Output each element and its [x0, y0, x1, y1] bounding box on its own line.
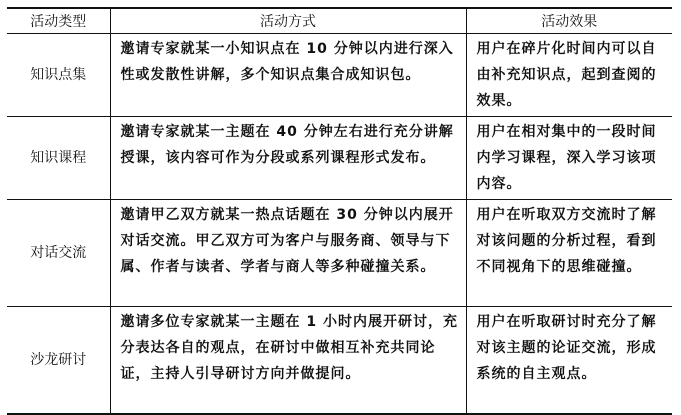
activity-mode-cell: 邀请专家就某一主题在 40 分钟左右进行充分讲解授课，该内容可作为分段或系列课程形式发布。: [110, 117, 466, 200]
activity-table: [7, 7, 672, 415]
table-row: [7, 34, 672, 117]
activity-type-cell: 知识课程: [7, 117, 110, 200]
activity-effect-cell: 用户在听取研讨时充分了解对该主题的论证交流，形成系统的自主观点。: [466, 307, 672, 414]
activity-effect-cell: 用户在相对集中的一段时间内学习课程，深入学习该项内容。: [466, 117, 672, 200]
activity-mode-cell: 邀请甲乙双方就某一热点话题在 30 分钟以内展开对话交流。甲乙双方可为客户与服务商、领导与下属、作者与读者、学者与商人等多种碰撞关系。: [110, 200, 466, 307]
activity-type-cell: 对话交流: [7, 200, 110, 307]
table-row: [7, 200, 672, 307]
header-activity-effect: 活动效果: [466, 8, 672, 34]
table-row: [7, 307, 672, 414]
activity-mode-cell: 邀请专家就某一小知识点在 10 分钟以内进行深入性或发散性讲解，多个知识点集合成知识包。: [110, 34, 466, 117]
activity-type-cell: 沙龙研讨: [7, 307, 110, 414]
table-header-row: [7, 8, 672, 34]
activity-table-container: [7, 7, 672, 415]
activity-type-cell: 知识点集: [7, 34, 110, 117]
header-activity-type: 活动类型: [7, 8, 110, 34]
activity-mode-cell: 邀请多位专家就某一主题在 1 小时内展开研讨，充分表达各自的观点，在研讨中做相互补充共同论证，主持人引导研讨方向并做提问。: [110, 307, 466, 414]
activity-effect-cell: 用户在听取双方交流时了解对该问题的分析过程，看到不同视角下的思维碰撞。: [466, 200, 672, 307]
activity-effect-cell: 用户在碎片化时间内可以自由补充知识点，起到查阅的效果。: [466, 34, 672, 117]
header-activity-mode: 活动方式: [110, 8, 466, 34]
table-row: [7, 117, 672, 200]
